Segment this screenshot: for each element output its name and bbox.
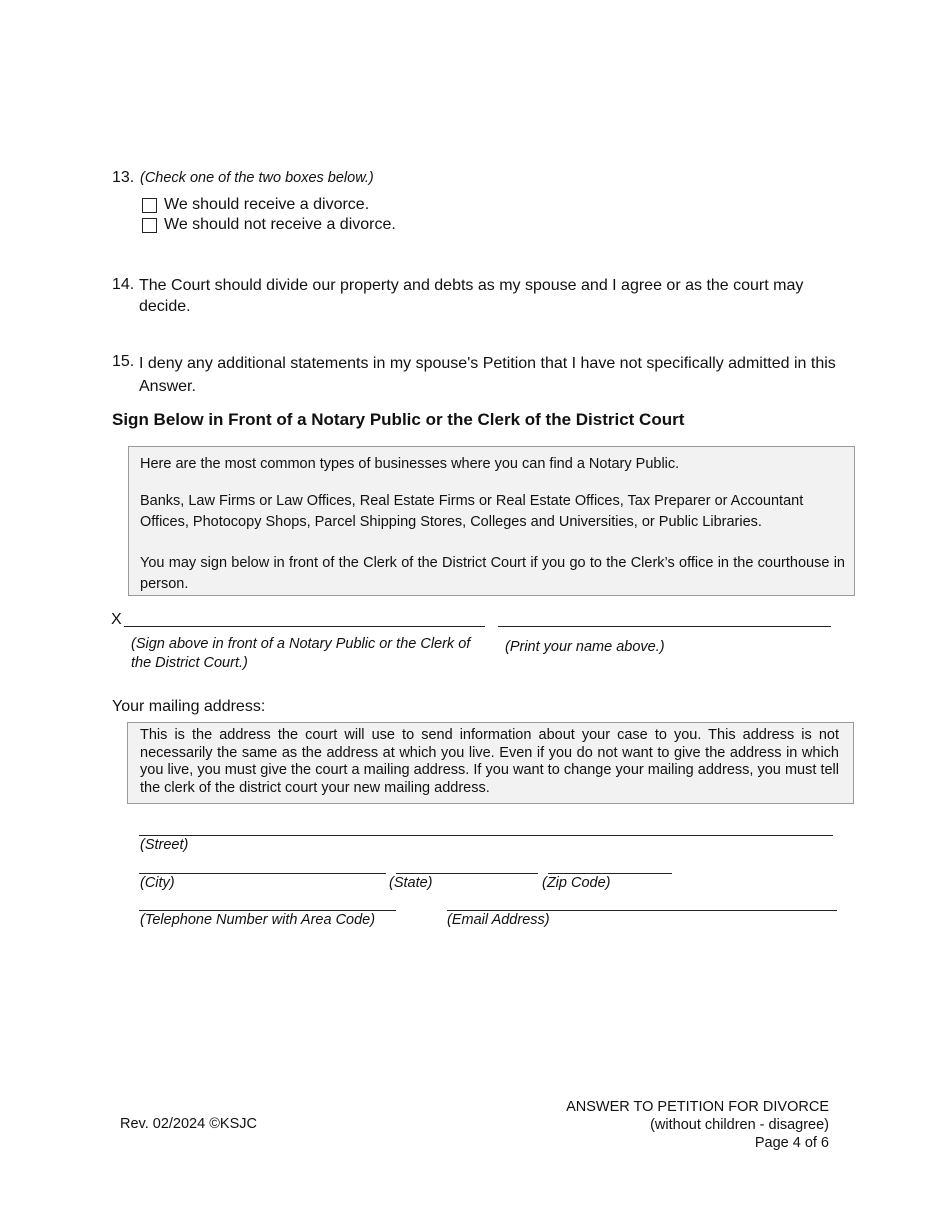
notary-info-p2: Banks, Law Firms or Law Offices, Real Estate Firms or Real Estate Offices, Tax Preparer or Accountant Offices, Photocopy Shops, Parcel Shipping Stores, Colleges and Universities, or Public Libraries.: [140, 493, 804, 530]
print-name-caption: (Print your name above.): [505, 639, 665, 655]
zip-caption: (Zip Code): [542, 875, 611, 891]
receive-divorce-label: We should receive a divorce.: [164, 196, 370, 213]
state-line[interactable]: [396, 873, 538, 874]
phone-line[interactable]: [139, 910, 396, 911]
mailing-info-text: This is the address the court will use to send information about your case to you. This address is not necessarily the same as the address at which you live. Even if you do not want to give the address in which you live, you must give the court a mailing address. If you want to change your mailing address, you must tell the clerk of the district court your new mailing address.: [140, 727, 839, 796]
street-caption: (Street): [140, 837, 189, 853]
item-13-number: 13.: [112, 169, 135, 186]
footer-title: ANSWER TO PETITION FOR DIVORCE: [566, 1099, 829, 1115]
signature-x-mark: X: [111, 611, 122, 628]
mailing-info-box: [127, 722, 854, 804]
footer-subtitle: (without children - disagree): [650, 1117, 829, 1133]
not-receive-divorce-label: We should not receive a divorce.: [164, 216, 396, 233]
signature-caption: (Sign above in front of a Notary Public or the Clerk of the District Court.): [131, 636, 471, 671]
city-caption: (City): [140, 875, 175, 891]
zip-line[interactable]: [548, 873, 672, 874]
street-line[interactable]: [139, 835, 833, 836]
item-14-text: The Court should divide our property and debts as my spouse and I agree or as the court may decide.: [139, 277, 804, 315]
receive-divorce-checkbox[interactable]: [142, 198, 157, 213]
email-line[interactable]: [447, 910, 837, 911]
mailing-address-label: Your mailing address:: [112, 698, 266, 715]
print-name-line[interactable]: [498, 626, 831, 627]
item-13-instruction: (Check one of the two boxes below.): [140, 170, 374, 186]
signature-line[interactable]: [124, 626, 485, 627]
notary-info-p1: Here are the most common types of businesses where you can find a Notary Public.: [140, 456, 680, 472]
not-receive-divorce-checkbox[interactable]: [142, 218, 157, 233]
state-caption: (State): [389, 875, 433, 891]
email-caption: (Email Address): [447, 912, 550, 928]
sign-heading: Sign Below in Front of a Notary Public or the Clerk of the District Court: [112, 410, 685, 429]
notary-info-box: [128, 446, 855, 596]
footer-page-number: Page 4 of 6: [754, 1135, 829, 1151]
item-15-number: 15.: [112, 353, 135, 370]
item-14-number: 14.: [112, 276, 135, 293]
phone-caption: (Telephone Number with Area Code): [140, 912, 376, 928]
city-line[interactable]: [139, 873, 386, 874]
footer-title-block: [566, 1098, 829, 1152]
notary-info-p3: You may sign below in front of the Clerk of the District Court if you go to the Clerk’s office in the courthouse in person.: [140, 555, 845, 592]
footer-revision: Rev. 02/2024 ©KSJC: [120, 1116, 257, 1132]
item-15-text: I deny any additional statements in my spouse's Petition that I have not specifically admitted in this Answer.: [139, 355, 836, 395]
